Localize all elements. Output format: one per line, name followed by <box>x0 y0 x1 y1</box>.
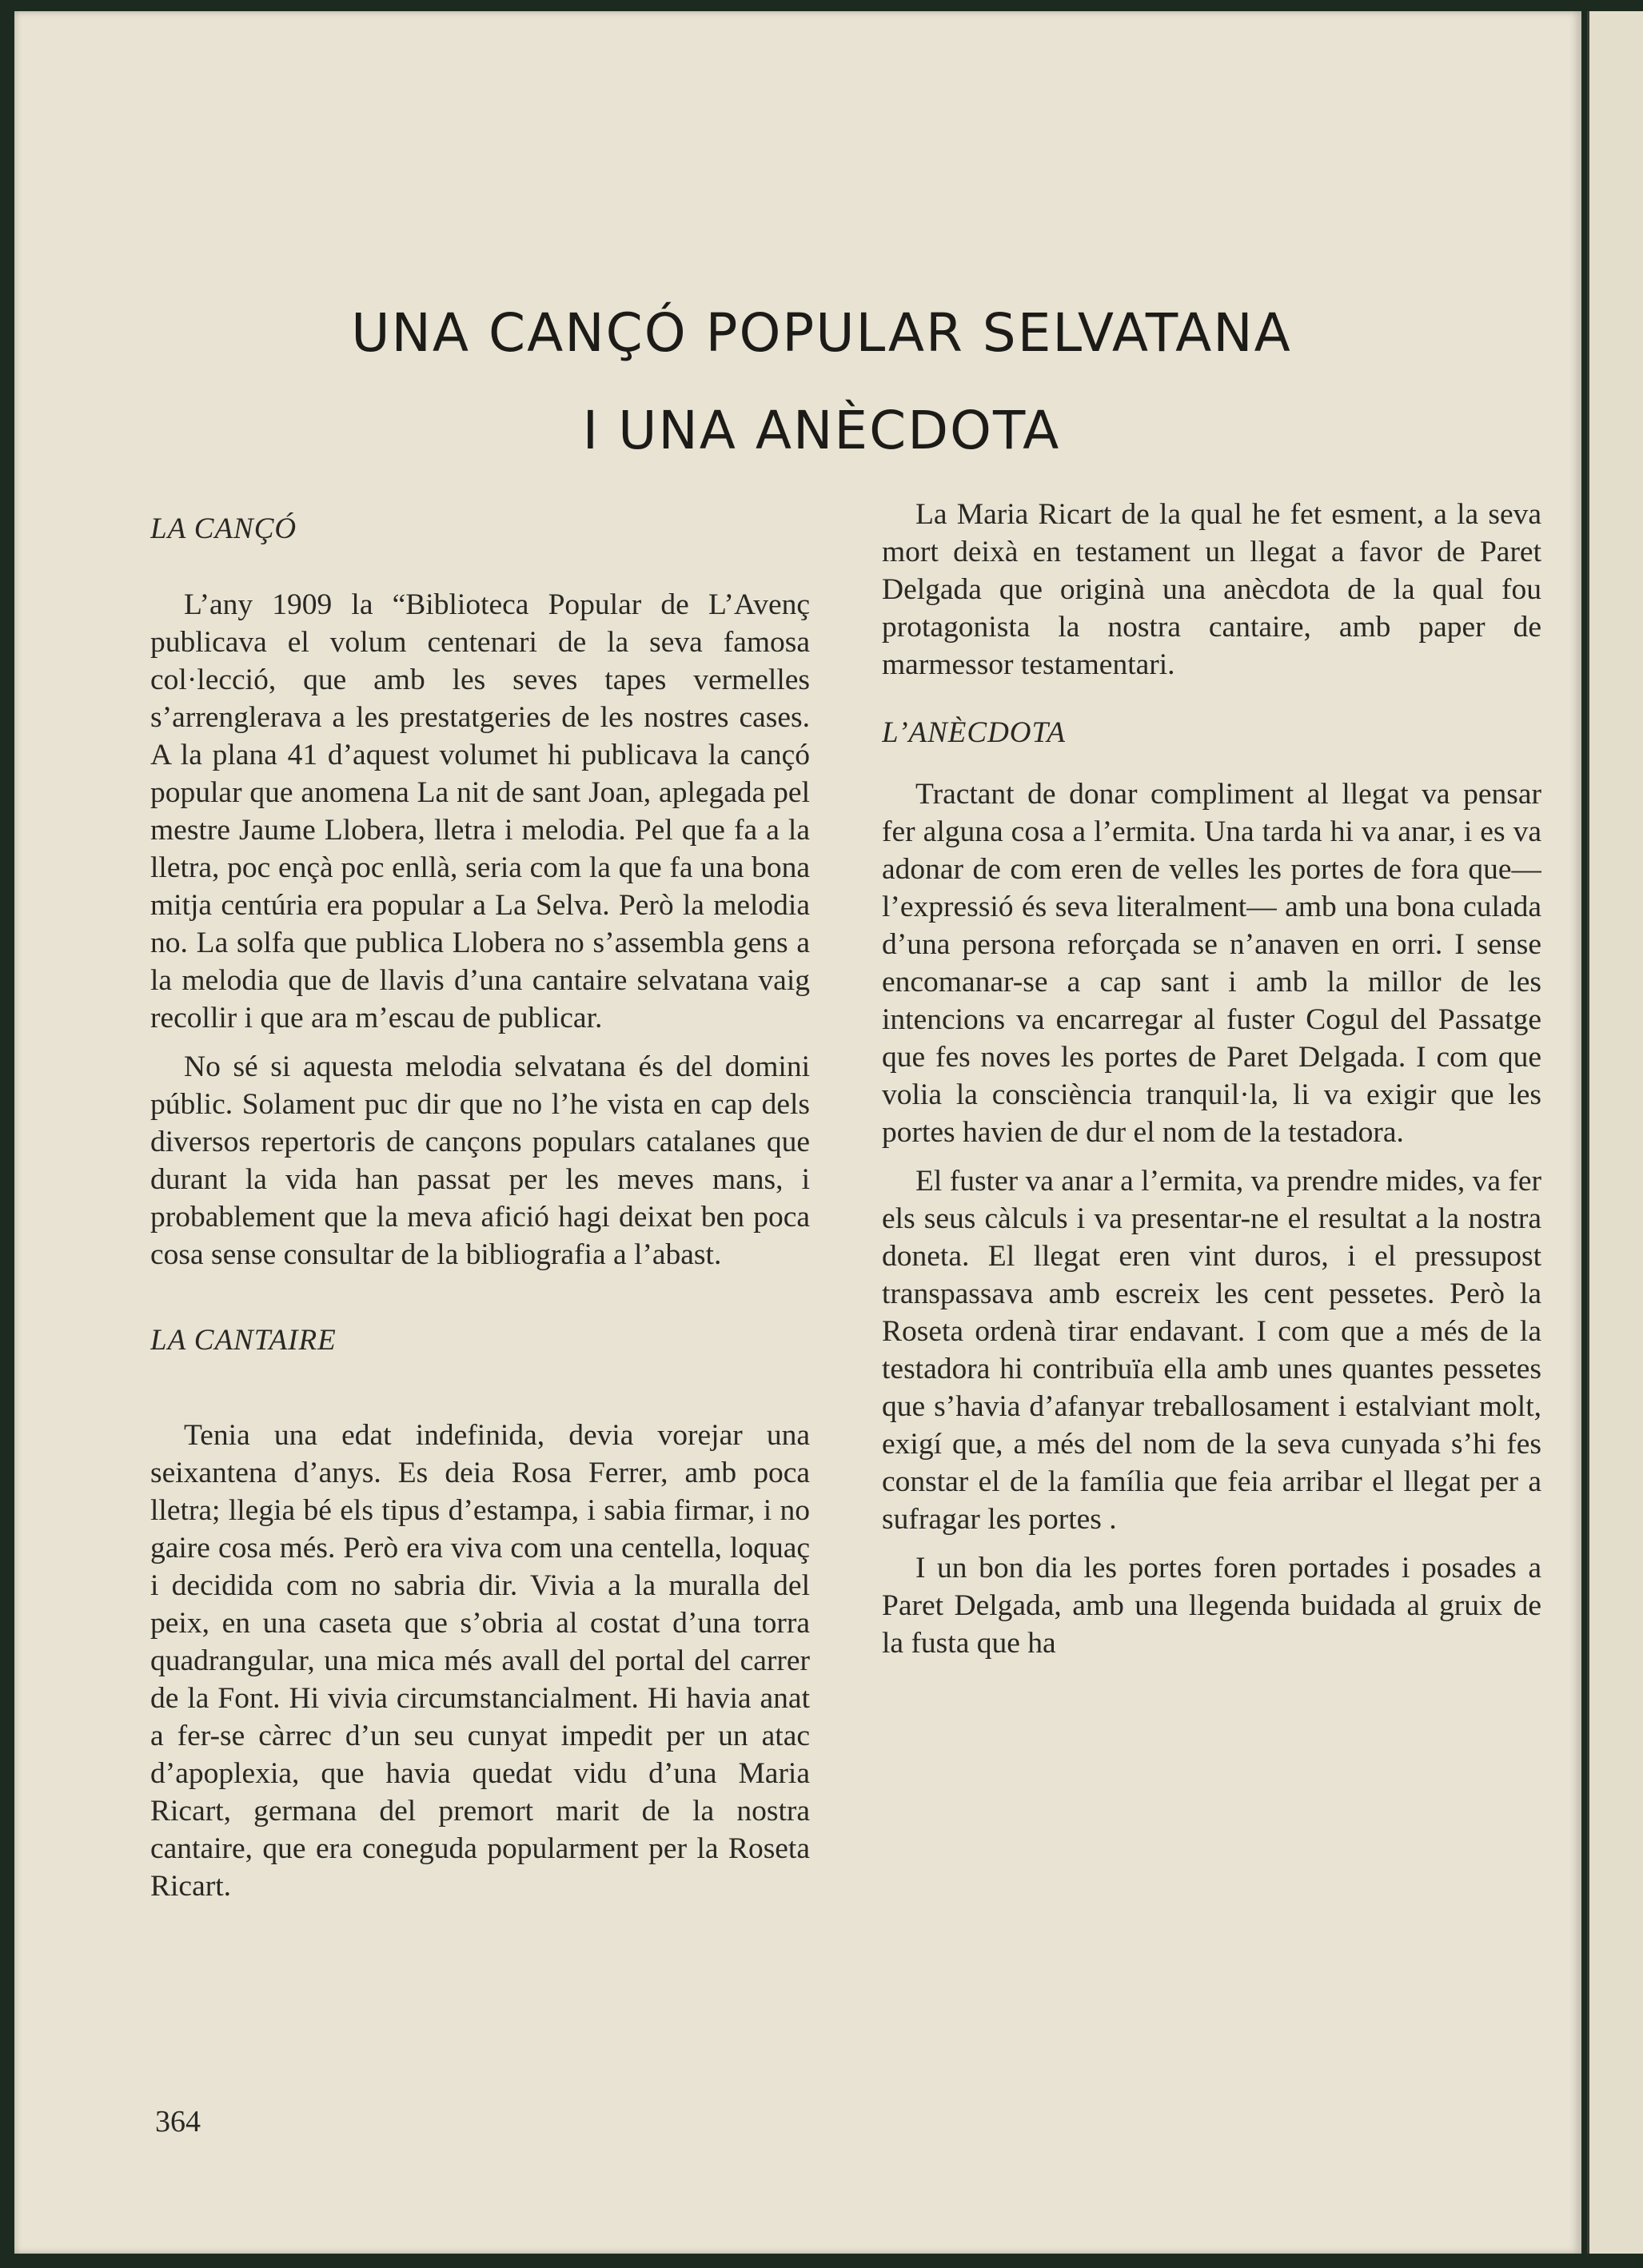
right-column-text <box>882 496 1541 2075</box>
page-number: 364 <box>155 2105 201 2138</box>
section-heading-la-canco: LA CANÇÓ <box>150 512 297 545</box>
paragraph-la-cantaire-2: La Maria Ricart de la qual he fet esment, a la seva mort deixà en testament un llegat a favor de Paret Delgada que originà una anècdota de la qual fou protagonista la nostra cantaire, amb paper de marmessor testamentari. <box>882 498 1541 681</box>
paragraph-l-anecdota-1: Tractant de donar compliment al llegat va pensar fer alguna cosa a l’ermita. Una tarda hi va anar, i es va adonar de com eren de velles les portes de fora que—l’expressió és seva literalment— amb una bona culada d’una persona reforçada se n’anaven en orri. I sense encomanar-se a cap sant i amb la millor de les intencions va encarregar al fuster Cogul del Passatge que fes noves les portes de Paret Delgada. I com que volia la consciència tranquil·la, li va exigir que les portes havien de dur el nom de la testadora. <box>882 778 1541 1149</box>
paragraph-la-cantaire-1: Tenia una edat indefinida, devia vorejar una seixantena d’anys. Es deia Rosa Ferrer, amb poca lletra; llegia bé els tipus d’estampa, i sabia firmar, i no gaire cosa més. Però era viva com una centella, loquaç i decidida com no sabria dir. Vivia a la muralla del peix, en una caseta que s’obria al costat d’una torra quadrangular, una mica més avall del portal del carrer de la Font. Hi vivia circumstancialment. Hi havia anat a fer-se càrrec d’un seu cunyat impedit per un atac d’apoplexia, que havia quedat vidu d’una Maria Ricart, germana del premort marit de la nostra cantaire, que era coneguda popularment per la Roseta Ricart. <box>150 1419 810 1903</box>
paragraph-l-anecdota-3: I un bon dia les portes foren portades i posades a Paret Delgada, amb una llegenda buidada al gruix de la fusta que ha <box>882 1552 1541 1660</box>
left-column <box>150 496 810 2075</box>
article-title-line-2: I UNA ANÈCDOTA <box>582 400 1061 461</box>
paragraph-la-canco-1: L’any 1909 la “Biblioteca Popular de L’Avenç publicava el volum centenari de la seva famosa col·lecció, que amb les seves tapes vermelles s’arrenglerava a les prestatgeries de les nostres cases. A la plana 41 d’aquest volumet hi publicava la cançó popular que anomena La nit de sant Joan, aplegada pel mestre Jaume Llobera, lletra i melodia. Pel que fa a la lletra, poc ençà poc enllà, seria com la que fa una bona mitja centúria era popular a La Selva. Però la melodia no. La solfa que publica Llobera no s’assembla gens a la melodia que de llavis d’una cantaire selvatana vaig recollir i que ara m’escau de publicar. <box>150 588 810 1034</box>
section-heading-la-cantaire: LA CANTAIRE <box>150 1324 337 1357</box>
paragraph-l-anecdota-2: El fuster va anar a l’ermita, va prendre mides, va fer els seus càlculs i va presentar-ne el resultat a la nostra doneta. El llegat eren vint duros, i el pressupost transpassava amb escreix les cent pessetes. Però la Roseta ordenà tirar endavant. I com que a més de la testadora hi contribuïa ella amb unes quantes pessetes que s’havia d’afanyar treballosament i estalviant molt, exigí que, a més del nom de la seva cunyada s’hi fes constar el de la família que feia arribar el llegat per a sufragar les portes . <box>882 1165 1541 1536</box>
paragraph-la-canco-2: No sé si aquesta melodia selvatana és del domini públic. Solament puc dir que no l’he vista en cap dels diversos repertoris de cançons populars catalanes que durant la vida han passat per les meves mans, i probablement que la meva afició hagi deixat ben poca cosa sense consultar de la bibliografia a l’abast. <box>150 1050 810 1271</box>
article-title-line-1: UNA CANÇÓ POPULAR SELVATANA <box>351 302 1292 364</box>
section-heading-l-anecdota: L’ANÈCDOTA <box>882 716 1066 749</box>
